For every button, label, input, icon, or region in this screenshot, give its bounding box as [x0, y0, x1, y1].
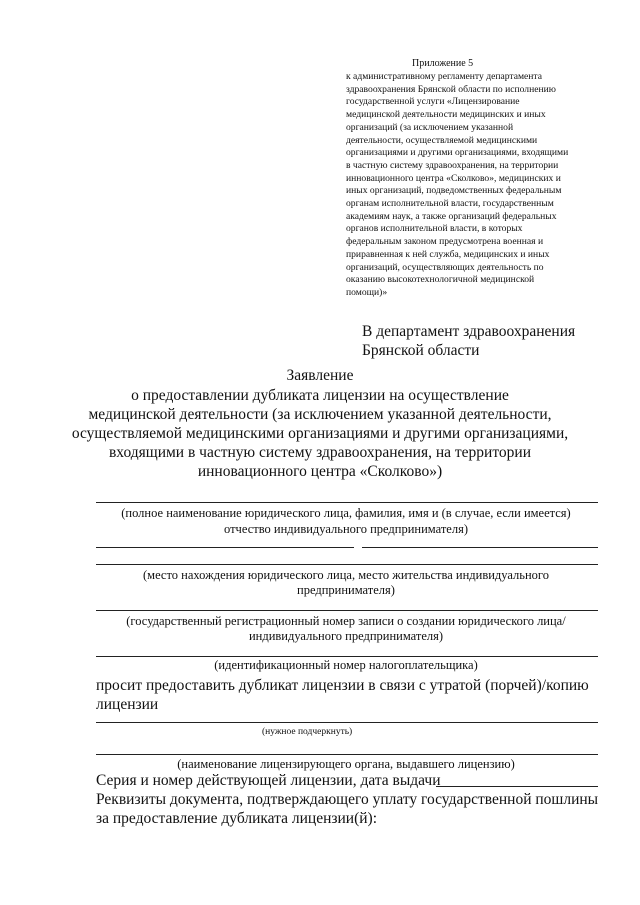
appendix-line: организаций, осуществляющих деятельность по: [346, 261, 544, 273]
appendix-line: помощи)»: [346, 286, 388, 298]
appendix-line: органов исполнительной власти, в которых: [346, 223, 523, 235]
location-caption: предпринимателя): [297, 583, 395, 597]
addressee: [362, 322, 575, 360]
appendix-line: в частную систему здравоохранения, на территории: [346, 159, 559, 171]
request-line: лицензии: [96, 696, 159, 713]
document-title: Заявление: [286, 367, 354, 384]
appendix-line: государственной услуги «Лицензирование: [346, 96, 520, 108]
appendix-line: здравоохранения Брянской области по исполнению: [346, 83, 556, 95]
request-line: просит предоставить дубликат лицензии в связи с утратой (порчей)/копию: [96, 677, 589, 694]
underline-note: (нужное подчеркнуть): [262, 727, 353, 737]
payment-line: за предоставление дубликата лицензии(й):: [96, 810, 378, 827]
heading-line: осуществляемой медицинскими организациями и другими организациями,: [71, 425, 569, 442]
appendix-line: организациями и другими организациями, входящими: [346, 147, 569, 159]
addressee-line: В департамент здравоохранения: [362, 323, 576, 340]
appendix-line: медицинской деятельности медицинских и иных: [346, 109, 546, 121]
appendix-line: органам исполнительной власти, государственным: [346, 198, 554, 210]
location-field-line[interactable]: [96, 564, 598, 565]
appendix-line: оказанию высокотехнологичной медицинской: [346, 274, 535, 286]
reason-field-line[interactable]: [96, 722, 598, 723]
appendix-line: иных организаций, подведомственных федеральным: [346, 185, 562, 197]
inn-field-line[interactable]: [96, 656, 598, 657]
addressee-line: Брянской области: [362, 342, 480, 359]
licensing-body-caption: (наименование лицензирующего органа, выдавшего лицензию): [177, 757, 515, 771]
appendix-line: к административному регламенту департамента: [346, 71, 542, 82]
payment-line: Реквизиты документа, подтверждающего уплату государственной пошлины: [96, 791, 599, 808]
regnum-caption: (государственный регистрационный номер записи о создании юридического лица/: [126, 614, 566, 628]
name-caption: (полное наименование юридического лица, фамилия, имя и (в случае, если имеется): [121, 506, 571, 520]
appendix-title: Приложение 5: [412, 58, 474, 69]
inn-caption: (идентификационный номер налогоплательщика): [214, 658, 478, 672]
heading-line: инновационного центра «Сколково»): [197, 463, 443, 480]
appendix-line: федеральным законом предусмотрена военная и: [346, 236, 544, 248]
name-caption: отчество индивидуального предпринимателя): [224, 522, 468, 536]
series-field-line[interactable]: [436, 786, 598, 787]
appendix-line: академиям наук, а также организаций федеральных: [346, 210, 557, 222]
appendix-line: инновационного центра «Сколково», медицинских и: [346, 172, 561, 184]
series-label: Серия и номер действующей лицензии, дата выдачи: [96, 772, 441, 789]
appendix-line: деятельности, осуществляемой медицинскими: [346, 134, 538, 146]
name-field-line[interactable]: [96, 502, 598, 503]
heading-line: входящими в частную систему здравоохранения, на территории: [108, 444, 532, 461]
regnum-caption: индивидуального предпринимателя): [248, 629, 444, 643]
name-field-line-2b[interactable]: [362, 547, 598, 548]
name-field-line-2a[interactable]: [96, 547, 354, 548]
regnum-field-line[interactable]: [96, 610, 598, 611]
heading-line: о предоставлении дубликата лицензии на осуществление: [131, 387, 509, 404]
heading-line: медицинской деятельности (за исключением указанной деятельности,: [88, 406, 552, 423]
appendix-text: [346, 71, 608, 300]
location-caption: (место нахождения юридического лица, место жительства индивидуального: [143, 568, 549, 582]
licensing-body-field-line[interactable]: [96, 754, 598, 755]
appendix-line: приравненная к ней служба, медицинских и иных: [346, 248, 550, 260]
appendix-line: организаций (за исключением указанной: [346, 121, 514, 133]
